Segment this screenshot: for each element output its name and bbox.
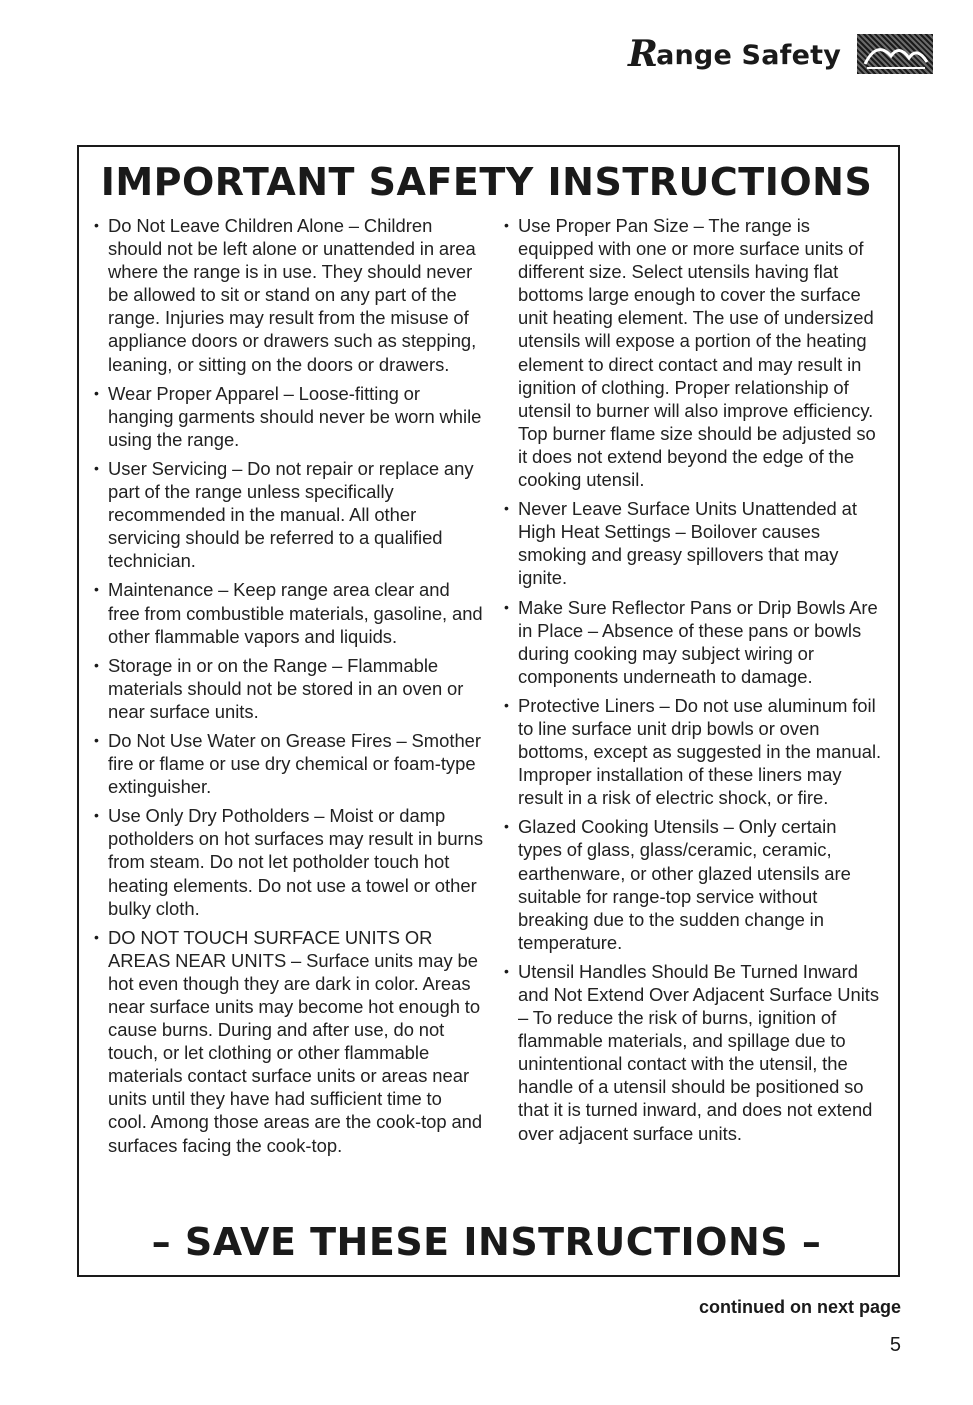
save-instructions-title: – SAVE THESE INSTRUCTIONS – [151,1220,822,1264]
list-item-text: DO NOT TOUCH SURFACE UNITS OR AREAS NEAR UNITS – Surface units may be hot even though they are dark in color. Areas near surface units may become hot enough to cause burns. During and after use, do not touch, or let clothing or other flammable materials contact surface units or areas near units until they have had sufficient time to cool. Among those areas are the cook-top and surfaces facing the cook-top. [108,926,483,1156]
list-item [90,382,485,451]
list-item [90,457,485,572]
bullet-icon: • [504,818,509,835]
list-item-text: Do Not Use Water on Grease Fires – Smother fire or flame or use dry chemical or foam-type extinguisher. [108,729,482,798]
bullet-icon: • [504,962,509,979]
list-item-text: Use Only Dry Potholders – Moist or damp potholders on hot surfaces may result in burns from steam. Do not let potholder touch hot heating elements. Do not use a towel or other bulky cloth. [108,805,484,919]
left-column [90,214,485,1163]
bullet-icon: • [94,656,99,673]
bullet-icon: • [94,459,99,476]
continued-note: continued on next page [698,1297,901,1317]
section-title [628,33,841,75]
list-item [500,960,884,1145]
list-item-text: Utensil Handles Should Be Turned Inward and Not Extend Over Adjacent Surface Units – To reduce the risk of burns, ignition of flammable materials, and spillage due to unintentional contact with the utensil, the handle of a utensil should be positioned so that it is turned inward, and does not extend over adjacent surface units. [518,960,880,1144]
bullet-icon: • [94,217,99,233]
range-burner-logo-icon [857,34,933,74]
list-item [90,654,485,723]
bullet-icon: • [504,598,509,615]
list-item-text: Use Proper Pan Size – The range is equipped with one or more surface units of different size. Select utensils having flat bottoms large enough to cover the surface unit heating element. The use of undersized utensils will expose a portion of the heating element to direct contact and may result in ignition of clothing. Proper relationship of utensil to burner will also improve efficiency. Top burner flame size should be adjusted so it does not extend beyond the edge of the cooking utensil. [518,215,876,491]
page-header [628,32,933,76]
section-title-initial: R [627,33,659,75]
list-item [90,214,485,376]
list-item [500,497,884,589]
list-item [500,214,884,491]
bullet-icon: • [504,500,509,517]
list-item [90,804,485,919]
list-item [500,815,884,954]
list-item-text: Protective Liners – Do not use aluminum foil to line surface unit drip bowls or oven bottoms, except as suggested in the manual. Improper installation of these liners may result in a risk of electric shock, or fire. [518,694,882,809]
bullet-icon: • [94,928,99,945]
section-title-rest: ange Safety [656,40,841,71]
list-item-text: Make Sure Reflector Pans or Drip Bowls Are in Place – Absence of these pans or bowls during cooking may subject wiring or components underneath to damage. [518,596,878,687]
list-item [90,578,485,647]
list-item [500,596,884,688]
list-item-text: Maintenance – Keep range area clear and free from combustible materials, gasoline, and other flammable vapors and liquids. [108,579,483,647]
list-item-text: Glazed Cooking Utensils – Only certain types of glass, glass/ceramic, ceramic, earthenware, or other glazed utensils are suitable for range-top service without breaking due to the sudden change in temperature. [518,816,851,953]
right-column [500,214,884,1151]
list-item-text: User Servicing – Do not repair or replace any part of the range unless specifically recommended in the manual. All other servicing should be referred to a qualified technician. [108,457,474,572]
bullet-icon: • [504,696,509,713]
bullet-icon: • [94,581,99,598]
bullet-icon: • [504,217,509,233]
main-title: IMPORTANT SAFETY INSTRUCTIONS [100,160,873,204]
bullet-icon: • [94,731,99,748]
list-item-text: Do Not Leave Children Alone – Children should not be left alone or unattended in area where the range is in use. They should never be allowed to sit or stand on any part of the range. Injuries may result from the misuse of appliance doors or drawers such as stepping, leaning, or sitting on the doors or drawers. [108,215,477,375]
list-item-text: Storage in or on the Range – Flammable materials should not be stored in an oven or near surface units. [108,654,464,722]
bullet-icon: • [94,384,99,401]
bullet-icon: • [94,807,99,824]
list-item [90,729,485,798]
page-number: 5 [889,1334,901,1356]
list-item [500,694,884,809]
list-item-text: Wear Proper Apparel – Loose-fitting or hanging garments should never be worn while using the range. [108,382,482,450]
list-item-text: Never Leave Surface Units Unattended at High Heat Settings – Boilover causes smoking and greasy spillovers that may ignite. [518,498,857,589]
list-item [90,926,485,1157]
